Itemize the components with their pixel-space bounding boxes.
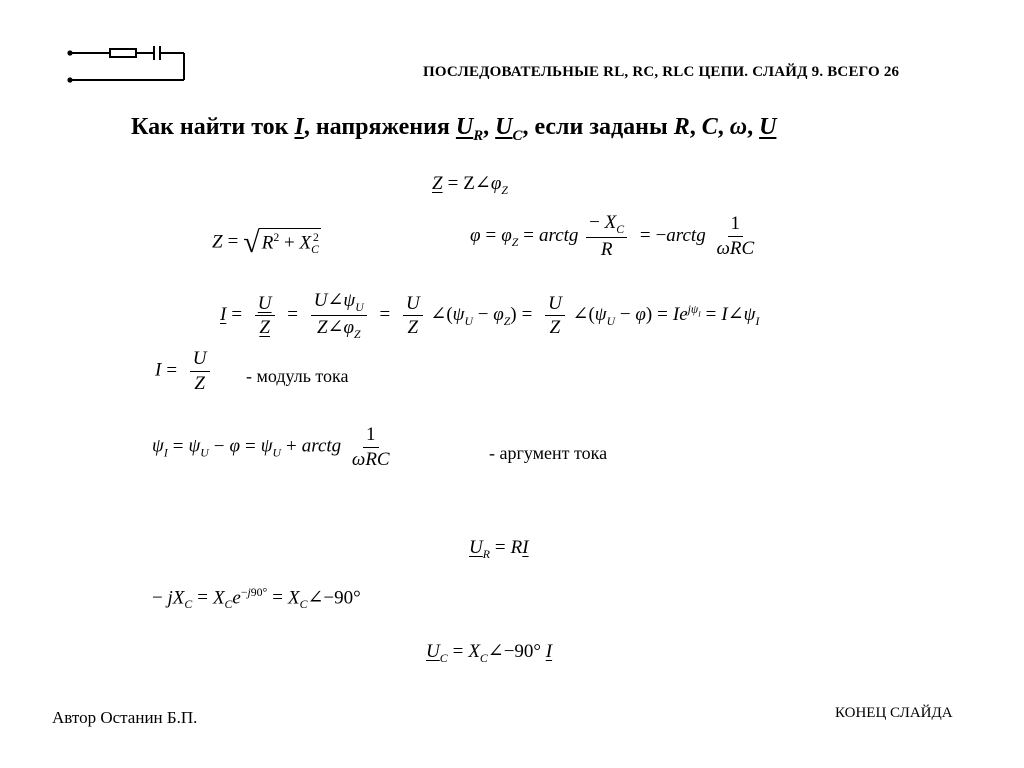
label-current-argument: - аргумент тока: [489, 443, 608, 463]
label-current-modulus: - модуль тока: [246, 366, 349, 386]
equation-impedance-modulus: Z = √ $R^2 + X_C^2$: [212, 226, 319, 259]
equation-impedance-complex: $Z = Z\angle\varphi_Z$: [432, 173, 508, 197]
equation-current-modulus: I = $\frac{U}{Z}$: [155, 348, 213, 395]
equation-resistor-voltage: $U_R$ = RI: [469, 537, 529, 561]
main-question: Как найти ток I, напряжения $U_R$, $U_C$, если заданы R, C, ω, U: [131, 114, 777, 144]
end-of-slide-label: КОНЕЦ СЛАЙДА: [835, 705, 953, 721]
equation-current-argument: $\psi_I = \psi_U - \varphi = \psi_U$ + arctg $\frac{1}{\text{ωRC}}$: [152, 424, 390, 470]
circuit-logo: [64, 44, 188, 84]
equation-capacitor-voltage: $U_C$ = $X_C\angle-90^\circ$ I: [426, 641, 553, 665]
equation-capacitive-reactance: − $jX_C = X_Ce^{-j90^\circ}$ = $X_C\angle-90^\circ$: [152, 586, 361, 612]
author-credit: Автор Останин Б.П.: [52, 708, 198, 727]
slide-header: ПОСЛЕДОВАТЕЛЬНЫЕ RL, RC, RLC ЦЕПИ. СЛАЙД 9. ВСЕГО 26: [423, 64, 900, 80]
equation-phase-angle: $\varphi = \varphi_Z$ = arctg $\frac{- X_C}{R}$ = −arctg $\frac{1}{\text{ωRC}}$: [470, 212, 755, 261]
equation-complex-current: I = $\frac{U}{Z}$ = $\frac{U\angle\psi_U}{Z\angle\varphi_Z}$ = $\frac{U}{Z}$ $\angle(\psi_U - \varphi_Z)$ = $\frac{U}{Z}$ $\angle(\psi_U - \varphi) = Ie^{j\psi_I}$ = $I\angle\psi_I$: [220, 290, 760, 342]
